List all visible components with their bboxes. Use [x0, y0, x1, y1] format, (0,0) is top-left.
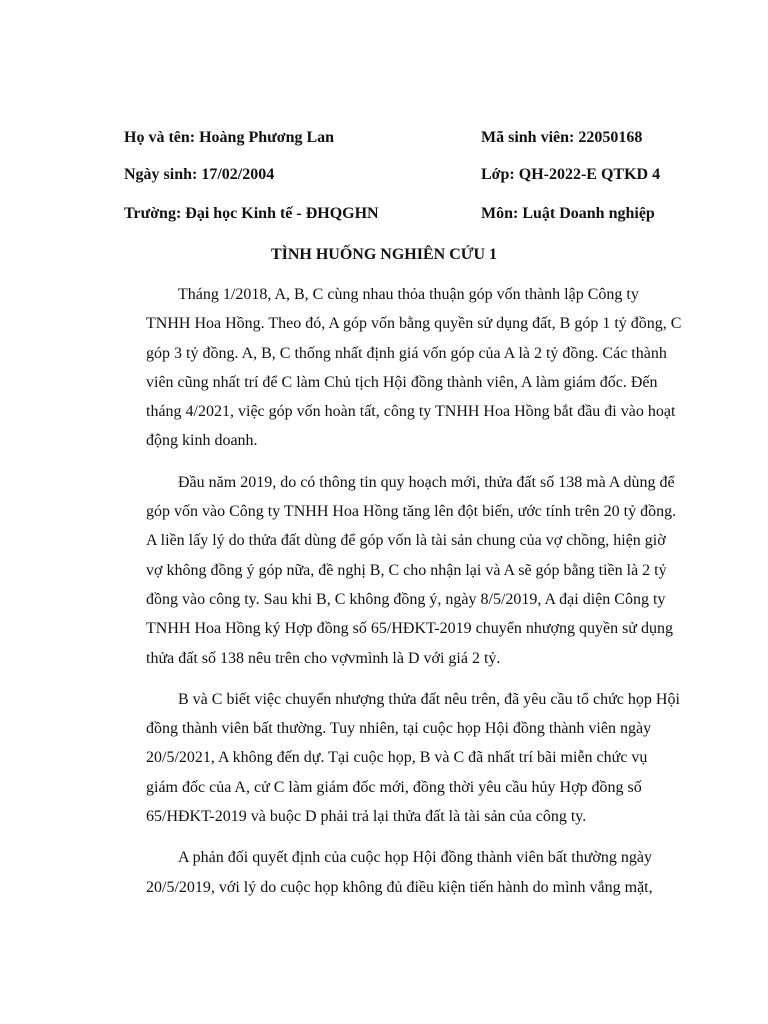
paragraph-line: thửa đất số 138 nêu trên cho vợvmình là D với giá 2 tỷ.: [146, 649, 501, 667]
paragraph-3: [146, 685, 680, 831]
paragraph-line: viên cũng nhất trí để C làm Chủ tịch Hội đồng thành viên, A làm giám đốc. Đến: [146, 373, 658, 391]
paragraph-line: A liền lấy lý do thửa đất dùng để góp vốn là tài sản chung của vợ chồng, hiện giờ: [146, 532, 666, 550]
school-name: Trường: Đại học Kinh tế - ĐHQGHN: [124, 205, 379, 222]
info-row-name: [124, 126, 684, 150]
birth-date: Ngày sinh: 17/02/2004: [124, 166, 275, 183]
paragraph-line: góp 3 tỷ đồng. A, B, C thống nhất định giá vốn góp của A là 2 tỷ đồng. Các thành: [146, 344, 667, 362]
subject-name: Môn: Luật Doanh nghiệp: [481, 205, 655, 222]
class-name: Lớp: QH-2022-E QTKD 4: [481, 166, 661, 183]
paragraph-line: đồng vào công ty. Sau khi B, C không đồng ý, ngày 8/5/2019, A đại diện Công ty: [146, 590, 666, 608]
paragraph-line: Tháng 1/2018, A, B, C cùng nhau thỏa thuận góp vốn thành lập Công ty: [178, 286, 639, 303]
paragraph-line: TNHH Hoa Hồng ký Hợp đồng số 65/HĐKT-2019 chuyển nhượng quyền sử dụng: [146, 620, 673, 638]
paragraph-line: 65/HĐKT-2019 và buộc D phải trả lại thửa đất là tài sản của công ty.: [146, 808, 587, 826]
paragraph-line: động kinh doanh.: [146, 432, 258, 450]
paragraph-line: vợ không đồng ý góp nữa, đề nghị B, C cho nhận lại và A sẽ góp bằng tiền là 2 tỷ: [146, 561, 667, 579]
student-name: Họ và tên: Hoàng Phương Lan: [124, 129, 335, 146]
paragraph-2: [146, 468, 677, 673]
paragraph-line: B và C biết việc chuyển nhượng thửa đất nêu trên, đã yêu cầu tổ chức họp Hội: [178, 690, 680, 708]
paragraph-line: Đầu năm 2019, do có thông tin quy hoạch mới, thửa đất số 138 mà A dùng để: [178, 473, 675, 491]
paragraph-line: góp vốn vào Công ty TNHH Hoa Hồng tăng lên đột biến, ước tính trên 20 tỷ đồng.: [146, 503, 677, 521]
paragraph-4: [146, 843, 666, 902]
paragraph-line: tháng 4/2021, việc góp vốn hoàn tất, công ty TNHH Hoa Hồng bắt đầu đi vào hoạt: [146, 403, 676, 421]
paragraph-1: [146, 280, 682, 456]
info-row-school: [124, 202, 684, 226]
paragraph-line: A phản đối quyết định của cuộc họp Hội đồng thành viên bất thường ngày: [178, 849, 652, 867]
info-row-birth: [124, 163, 684, 187]
paragraph-line: TNHH Hoa Hồng. Theo đó, A góp vốn bằng quyền sử dụng đất, B góp 1 tỷ đồng, C: [146, 315, 682, 333]
student-id: Mã sinh viên: 22050168: [481, 129, 643, 146]
paragraph-line: đồng thành viên bất thường. Tuy nhiên, tại cuộc họp Hội đồng thành viên ngày: [146, 720, 652, 738]
document-body: [146, 280, 682, 914]
paragraph-line: giám đốc của A, cử C làm giám đốc mới, đồng thời yêu cầu hủy Hợp đồng số: [146, 778, 642, 796]
paragraph-line: 20/5/2021, A không đến dự. Tại cuộc họp, B và C đã nhất trí bãi miễn chức vụ: [146, 749, 648, 767]
document-title: TÌNH HUỐNG NGHIÊN CỨU 1: [270, 246, 498, 263]
paragraph-line: 20/5/2019, với lý do cuộc họp không đủ điều kiện tiến hành do mình vắng mặt,: [146, 878, 653, 896]
